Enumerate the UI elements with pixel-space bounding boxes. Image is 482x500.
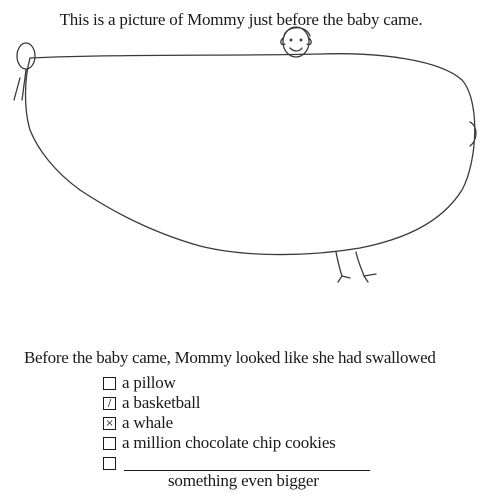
option-label: a whale — [122, 413, 173, 432]
checkbox-blank[interactable] — [103, 457, 116, 470]
option-label: a basketball — [122, 393, 201, 412]
checkbox-basketball[interactable]: / — [103, 397, 116, 410]
small-figure-head — [17, 43, 35, 69]
blank-caption: something even bigger — [168, 471, 319, 490]
option-pillow[interactable] — [103, 373, 370, 393]
body-outline — [26, 54, 475, 255]
left-leg — [336, 252, 350, 278]
checkbox-whale[interactable]: × — [103, 417, 116, 430]
right-leg — [356, 252, 376, 276]
option-label: a pillow — [122, 373, 176, 392]
checkbox-cookies[interactable] — [103, 437, 116, 450]
question-prompt: Before the baby came, Mommy looked like she had swallowed — [24, 348, 436, 367]
blank-answer-line[interactable] — [124, 456, 370, 471]
option-blank[interactable] — [103, 453, 370, 473]
option-basketball[interactable] — [103, 393, 370, 413]
option-cookies[interactable] — [103, 433, 370, 453]
option-whale[interactable] — [103, 413, 370, 433]
page-title: This is a picture of Mommy just before the baby came. — [59, 10, 423, 29]
checkbox-pillow[interactable] — [103, 377, 116, 390]
option-label: a million chocolate chip cookies — [122, 433, 336, 452]
answer-options — [103, 373, 370, 473]
